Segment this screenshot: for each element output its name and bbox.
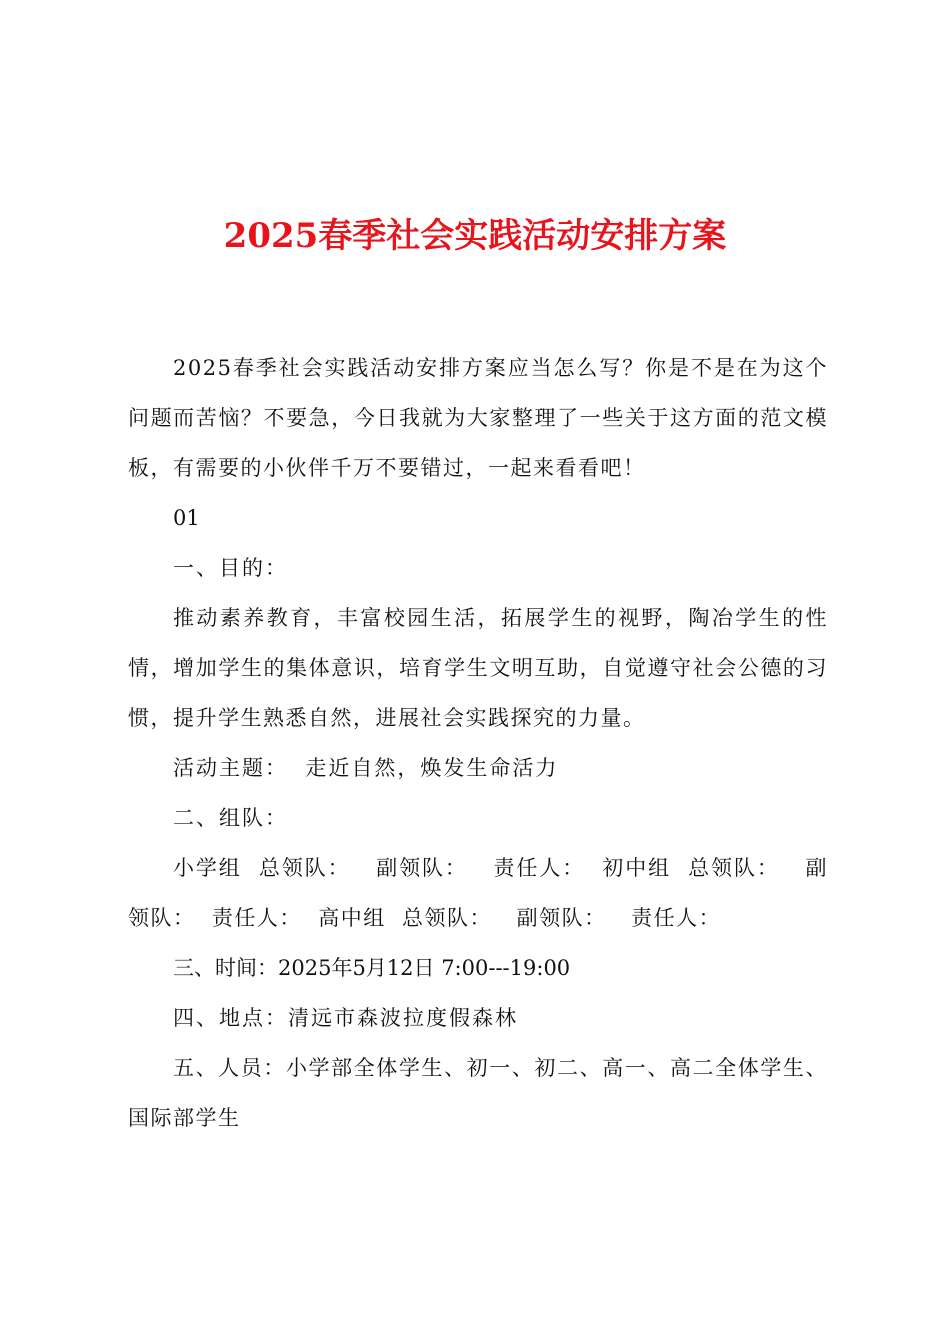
section-number: 01: [173, 506, 200, 530]
document-title: 2025春季社会实践活动安排方案: [223, 216, 727, 256]
location-line: 四、地点：清远市森波拉度假森林: [173, 1006, 518, 1030]
team-paragraph: 小学组 总领队： 副领队： 责任人： 初中组 总领队： 副领队： 责任人： 高中组 总领队： 副领队： 责任人：: [128, 856, 828, 930]
purpose-heading: 一、目的：: [173, 556, 288, 580]
purpose-paragraph: 推动素养教育，丰富校园生活，拓展学生的视野，陶冶学生的性情，增加学生的集体意识，培育学生文明互助，自觉遵守社会公德的习惯，提升学生熟悉自然，进展社会实践探究的力量。: [128, 606, 828, 730]
time-line: 三、时间：2025年5月12日 7:00---19:00: [173, 956, 571, 980]
activity-theme: 活动主题： 走近自然，焕发生命活力: [173, 756, 559, 780]
team-heading: 二、组队：: [173, 806, 288, 830]
document-body: [128, 343, 828, 1143]
people-paragraph: 五、人员：小学部全体学生、初一、初二、高一、高二全体学生、国际部学生: [128, 1056, 828, 1130]
intro-paragraph: 2025春季社会实践活动安排方案应当怎么写？你是不是在为这个问题而苦恼？不要急，今日我就为大家整理了一些关于这方面的范文模板，有需要的小伙伴千万不要错过，一起来看看吧！: [128, 356, 828, 480]
